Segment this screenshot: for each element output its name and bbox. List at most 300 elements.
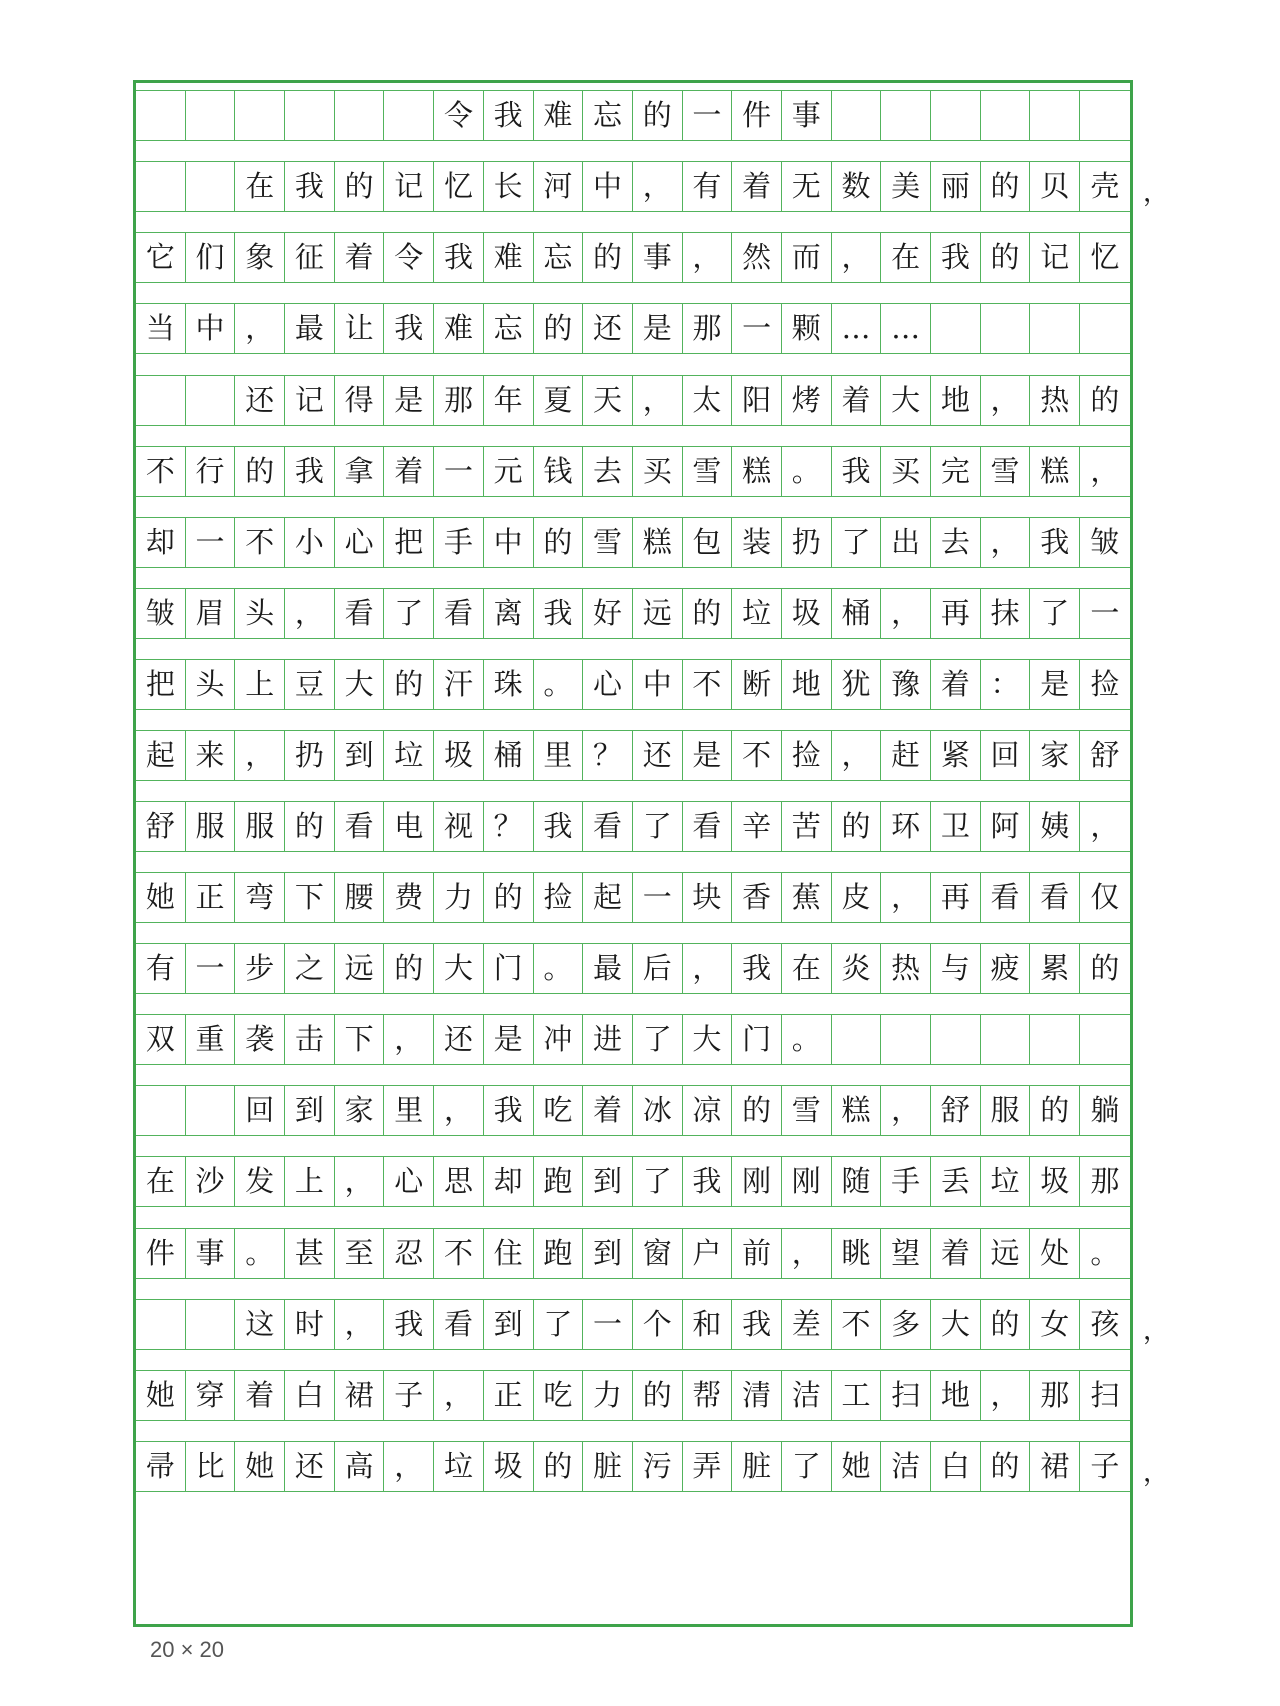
grid-cell: 来 (186, 731, 236, 780)
grid-cell (384, 91, 434, 140)
essay-row (136, 232, 1130, 283)
grid-cell (235, 91, 285, 140)
overflow-punctuation: ， (1143, 1458, 1170, 1488)
grid-cell (186, 376, 236, 425)
grid-cell: 子 (384, 1371, 434, 1420)
grid-cell: 那 (683, 304, 733, 353)
grid-cell: 上 (235, 660, 285, 709)
grid-cell: ， (832, 731, 882, 780)
grid-cell: ， (832, 233, 882, 282)
grid-cell: 服 (186, 802, 236, 851)
grid-cell: 住 (484, 1229, 534, 1278)
grid-cell: 眉 (186, 589, 236, 638)
grid-cell: 里 (534, 731, 584, 780)
grid-cell: 却 (484, 1157, 534, 1206)
grid-cell: 污 (633, 1442, 683, 1491)
grid-cell: 进 (583, 1015, 633, 1064)
grid-cell: 门 (484, 944, 534, 993)
grid-cell: 有 (136, 944, 186, 993)
grid-cell: 户 (683, 1229, 733, 1278)
grid-cell (1080, 1015, 1130, 1064)
grid-cell: 裙 (1030, 1442, 1080, 1491)
grid-cell: 姨 (1030, 802, 1080, 851)
grid-cell: 忍 (384, 1229, 434, 1278)
grid-cell: 雪 (683, 447, 733, 496)
grid-cell: 一 (583, 1300, 633, 1349)
grid-cell: 年 (484, 376, 534, 425)
grid-cell: 起 (136, 731, 186, 780)
grid-cell: 大 (335, 660, 385, 709)
grid-cell: 正 (484, 1371, 534, 1420)
grid-cell: 一 (633, 873, 683, 922)
grid-cell: 看 (981, 873, 1031, 922)
grid-cell: 跑 (534, 1229, 584, 1278)
grid-cell: 与 (931, 944, 981, 993)
grid-cell: 的 (335, 162, 385, 211)
essay-row (136, 1299, 1130, 1350)
grid-cell: 望 (881, 1229, 931, 1278)
grid-cell: 帚 (136, 1442, 186, 1491)
grid-cell: 那 (434, 376, 484, 425)
grid-cell: 我 (285, 162, 335, 211)
grid-cell: 桶 (484, 731, 534, 780)
grid-cell: 弯 (235, 873, 285, 922)
grid-cell: 我 (1030, 518, 1080, 567)
grid-cell: 不 (235, 518, 285, 567)
grid-cell: 她 (136, 873, 186, 922)
grid-cell: 还 (583, 304, 633, 353)
grid-cell: 不 (136, 447, 186, 496)
grid-cell: 她 (136, 1371, 186, 1420)
grid-cell: 还 (235, 376, 285, 425)
grid-cell: 中 (484, 518, 534, 567)
grid-cell: 了 (1030, 589, 1080, 638)
grid-cell: 发 (235, 1157, 285, 1206)
grid-cell: 多 (881, 1300, 931, 1349)
grid-cell: 疲 (981, 944, 1031, 993)
grid-cell: 我 (434, 233, 484, 282)
grid-cell: 门 (732, 1015, 782, 1064)
grid-cell: 重 (186, 1015, 236, 1064)
grid-cell: 事 (782, 91, 832, 140)
grid-cell: 忆 (434, 162, 484, 211)
grid-cell: 。 (1090, 1236, 1120, 1270)
grid-cell: 圾 (484, 1442, 534, 1491)
grid-cell: 捡 (534, 873, 584, 922)
grid-cell: 的 (583, 233, 633, 282)
grid-cell: ， (881, 589, 931, 638)
grid-cell: 皱 (1090, 525, 1120, 559)
grid-cell: 白 (931, 1442, 981, 1491)
grid-cell: 苦 (782, 802, 832, 851)
essay-row (136, 588, 1130, 639)
grid-cell: 头 (235, 589, 285, 638)
grid-cell: 她 (235, 1442, 285, 1491)
grid-cell: 大 (931, 1300, 981, 1349)
grid-cell: ， (683, 233, 733, 282)
grid-cell: 高 (335, 1442, 385, 1491)
grid-cell: ， (881, 1086, 931, 1135)
grid-cell (931, 91, 981, 140)
grid-cell: 夏 (534, 376, 584, 425)
grid-cell: 着 (384, 447, 434, 496)
grid-cell: 们 (186, 233, 236, 282)
essay-row (136, 730, 1130, 781)
grid-cell: 当 (136, 304, 186, 353)
grid-cell: 袭 (235, 1015, 285, 1064)
grid-cell: 裙 (335, 1371, 385, 1420)
grid-cell: 装 (732, 518, 782, 567)
grid-cell: 我 (732, 1300, 782, 1349)
grid-cell: 去 (583, 447, 633, 496)
grid-cell: 雪 (782, 1086, 832, 1135)
grid-cell: 差 (782, 1300, 832, 1349)
grid-cell: ， (981, 1371, 1031, 1420)
grid-cell: 一 (186, 518, 236, 567)
grid-cell: 远 (981, 1229, 1031, 1278)
grid-cell: 我 (384, 1300, 434, 1349)
grid-cell: 扫 (1090, 1378, 1120, 1412)
grid-cell: 在 (235, 162, 285, 211)
grid-cell: 赶 (881, 731, 931, 780)
grid-cell: 豆 (285, 660, 335, 709)
grid-cell (832, 1015, 882, 1064)
grid-cell: 起 (583, 873, 633, 922)
grid-cell: 这 (235, 1300, 285, 1349)
grid-cell: 珠 (484, 660, 534, 709)
grid-cell (1080, 304, 1130, 353)
grid-cell: 后 (633, 944, 683, 993)
grid-cell: 了 (832, 518, 882, 567)
grid-cell: 家 (335, 1086, 385, 1135)
grid-cell: 断 (732, 660, 782, 709)
grid-cell: 一 (434, 447, 484, 496)
grid-cell: 忆 (1090, 240, 1120, 274)
grid-cell: 那 (1030, 1371, 1080, 1420)
grid-cell: 在 (782, 944, 832, 993)
grid-cell: 帮 (683, 1371, 733, 1420)
grid-cell: 的 (633, 1371, 683, 1420)
grid-cell: 我 (732, 944, 782, 993)
grid-cell: 垃 (732, 589, 782, 638)
grid-cell: 阳 (732, 376, 782, 425)
grid-cell: 仅 (1090, 880, 1120, 914)
grid-cell: 了 (633, 802, 683, 851)
grid-cell: 的 (1090, 383, 1120, 417)
grid-cell: 大 (434, 944, 484, 993)
grid-cell (136, 376, 186, 425)
grid-cell: 扔 (285, 731, 335, 780)
grid-cell: 却 (136, 518, 186, 567)
grid-cell: 远 (633, 589, 683, 638)
grid-cell: 冲 (534, 1015, 584, 1064)
grid-cell: 吃 (534, 1371, 584, 1420)
grid-cell: 一 (186, 944, 236, 993)
grid-cell: 。 (782, 447, 832, 496)
grid-cell: 穿 (186, 1371, 236, 1420)
grid-cell: 把 (136, 660, 186, 709)
essay-row (136, 517, 1130, 568)
grid-cell: 豫 (881, 660, 931, 709)
grid-cell: 视 (434, 802, 484, 851)
grid-cell (136, 1300, 186, 1349)
grid-cell: 离 (484, 589, 534, 638)
grid-cell: 皱 (136, 589, 186, 638)
grid-cell: 还 (633, 731, 683, 780)
grid-cell: 小 (285, 518, 335, 567)
grid-cell: 难 (534, 91, 584, 140)
grid-cell: 比 (186, 1442, 236, 1491)
grid-cell: 远 (335, 944, 385, 993)
grid-cell: 元 (484, 447, 534, 496)
grid-cell: 。 (782, 1015, 832, 1064)
title-row (136, 90, 1130, 141)
grid-cell: 服 (235, 802, 285, 851)
grid-cell: 看 (434, 1300, 484, 1349)
grid-cell: ， (1090, 809, 1120, 843)
grid-cell: 眺 (832, 1229, 882, 1278)
grid-cell: 还 (434, 1015, 484, 1064)
grid-cell: 。 (534, 944, 584, 993)
grid-cell: 我 (683, 1157, 733, 1206)
grid-cell: 到 (583, 1229, 633, 1278)
grid-cell (335, 91, 385, 140)
grid-cell: 费 (384, 873, 434, 922)
grid-cell: 心 (583, 660, 633, 709)
grid-cell: 个 (633, 1300, 683, 1349)
grid-cell: 工 (832, 1371, 882, 1420)
grid-cell: 钱 (534, 447, 584, 496)
grid-cell: 忘 (484, 304, 534, 353)
grid-cell: 地 (931, 1371, 981, 1420)
grid-cell: ？ (484, 802, 534, 851)
grid-cell: 着 (832, 376, 882, 425)
grid-cell: 弄 (683, 1442, 733, 1491)
grid-cell: 着 (732, 162, 782, 211)
grid-cell: 洁 (782, 1371, 832, 1420)
essay-row (136, 1085, 1130, 1136)
grid-cell: 中 (186, 304, 236, 353)
grid-cell: 象 (235, 233, 285, 282)
grid-cell: 我 (384, 304, 434, 353)
grid-cell: 最 (583, 944, 633, 993)
grid-cell: 蕉 (782, 873, 832, 922)
grid-cell: 的 (981, 162, 1031, 211)
essay-row (136, 375, 1130, 426)
grid-cell: 热 (1030, 376, 1080, 425)
grid-cell (186, 91, 236, 140)
grid-cell: 太 (683, 376, 733, 425)
grid-cell: … (881, 304, 931, 353)
grid-cell: 看 (434, 589, 484, 638)
grid-cell: 手 (434, 518, 484, 567)
grid-cell: 它 (136, 233, 186, 282)
grid-cell (981, 1015, 1031, 1064)
grid-cell: 白 (285, 1371, 335, 1420)
grid-cell: 美 (881, 162, 931, 211)
essay-row (136, 872, 1130, 923)
grid-cell: ？ (583, 731, 633, 780)
grid-cell: 的 (534, 518, 584, 567)
grid-cell: 汗 (434, 660, 484, 709)
grid-cell: 心 (335, 518, 385, 567)
grid-size-label: 20 × 20 (150, 1637, 225, 1662)
grid-cell: 不 (732, 731, 782, 780)
grid-cell: 的 (534, 304, 584, 353)
grid-cell: 炎 (832, 944, 882, 993)
grid-cell: 行 (186, 447, 236, 496)
grid-cell: 糕 (1030, 447, 1080, 496)
grid-cell: ， (335, 1157, 385, 1206)
grid-cell: 紧 (931, 731, 981, 780)
grid-cell: 征 (285, 233, 335, 282)
grid-cell: 抹 (981, 589, 1031, 638)
essay-row (136, 1014, 1130, 1065)
grid-cell: 舒 (1090, 738, 1120, 772)
grid-cell: 桶 (832, 589, 882, 638)
grid-cell: 家 (1030, 731, 1080, 780)
grid-cell: 在 (881, 233, 931, 282)
grid-cell: ： (981, 660, 1031, 709)
grid-cell: ， (633, 376, 683, 425)
grid-cell: 至 (335, 1229, 385, 1278)
grid-cell: 舒 (136, 802, 186, 851)
grid-cell: 子 (1090, 1449, 1120, 1483)
grid-cell: 到 (484, 1300, 534, 1349)
grid-cell: 凉 (683, 1086, 733, 1135)
grid-cell: ， (981, 518, 1031, 567)
grid-cell: 着 (931, 660, 981, 709)
grid-cell: 贝 (1030, 162, 1080, 211)
grid-cell: 买 (633, 447, 683, 496)
essay-row (136, 303, 1130, 354)
grid-cell: 大 (683, 1015, 733, 1064)
grid-cell: 了 (633, 1157, 683, 1206)
grid-cell: 心 (384, 1157, 434, 1206)
grid-cell: 我 (931, 233, 981, 282)
grid-cell: ， (683, 944, 733, 993)
grid-cell (186, 1086, 236, 1135)
grid-cell: 和 (683, 1300, 733, 1349)
grid-cell: 我 (832, 447, 882, 496)
grid-cell: 我 (534, 589, 584, 638)
grid-cell: 的 (235, 447, 285, 496)
grid-cell: 着 (335, 233, 385, 282)
grid-cell: 垃 (384, 731, 434, 780)
grid-cell: 出 (881, 518, 931, 567)
grid-cell: 一 (1090, 596, 1120, 630)
grid-cell: 我 (484, 91, 534, 140)
overflow-punctuation: ， (1143, 1316, 1170, 1346)
grid-cell: 的 (683, 589, 733, 638)
overflow-punctuation: ， (1143, 178, 1170, 208)
grid-cell: 一 (732, 304, 782, 353)
grid-cell: 的 (285, 802, 335, 851)
grid-cell (1030, 304, 1080, 353)
grid-cell (136, 91, 186, 140)
grid-cell: 大 (881, 376, 931, 425)
grid-cell (881, 1015, 931, 1064)
grid-cell: 难 (484, 233, 534, 282)
grid-cell: 是 (484, 1015, 534, 1064)
grid-cell: 电 (384, 802, 434, 851)
essay-row (136, 1228, 1130, 1279)
grid-cell: 是 (384, 376, 434, 425)
grid-cell: 时 (285, 1300, 335, 1349)
grid-cell: 好 (583, 589, 633, 638)
grid-cell: 回 (981, 731, 1031, 780)
grid-cell: 冰 (633, 1086, 683, 1135)
grid-cell: 刚 (782, 1157, 832, 1206)
grid-cell: 着 (583, 1086, 633, 1135)
grid-cell: 孩 (1090, 1307, 1120, 1341)
grid-cell: 件 (136, 1229, 186, 1278)
grid-cell: 最 (285, 304, 335, 353)
grid-cell: 忘 (534, 233, 584, 282)
grid-cell: 回 (235, 1086, 285, 1135)
grid-cell: 的 (732, 1086, 782, 1135)
grid-cell: 。 (235, 1229, 285, 1278)
grid-cell (1080, 91, 1130, 140)
grid-cell: 而 (782, 233, 832, 282)
grid-cell (285, 91, 335, 140)
essay-row (136, 446, 1130, 497)
grid-cell: 的 (484, 873, 534, 922)
grid-cell: ， (434, 1371, 484, 1420)
grid-cell: 的 (1030, 1086, 1080, 1135)
grid-cell: 了 (384, 589, 434, 638)
grid-cell: 河 (534, 162, 584, 211)
grid-cell: 地 (782, 660, 832, 709)
grid-cell: 看 (1030, 873, 1080, 922)
grid-cell: 一 (683, 91, 733, 140)
grid-cell: 到 (285, 1086, 335, 1135)
grid-cell (186, 1300, 236, 1349)
grid-cell: 无 (782, 162, 832, 211)
grid-cell: 的 (832, 802, 882, 851)
grid-cell: 沙 (186, 1157, 236, 1206)
grid-cell: 事 (186, 1229, 236, 1278)
grid-cell: 女 (1030, 1300, 1080, 1349)
grid-cell: 令 (434, 91, 484, 140)
grid-cell: 腰 (335, 873, 385, 922)
grid-cell: 舒 (931, 1086, 981, 1135)
grid-cell (981, 304, 1031, 353)
grid-cell: 圾 (782, 589, 832, 638)
grid-cell: 卫 (931, 802, 981, 851)
grid-cell (931, 1015, 981, 1064)
grid-cell: 壳 (1090, 169, 1120, 203)
writing-grid-paper (133, 80, 1133, 1627)
grid-cell: 力 (434, 873, 484, 922)
grid-cell: 丢 (931, 1157, 981, 1206)
grid-cell: 辛 (732, 802, 782, 851)
grid-cell: 里 (384, 1086, 434, 1135)
grid-cell: 着 (235, 1371, 285, 1420)
grid-cell: 的 (981, 1300, 1031, 1349)
grid-cell: 脏 (732, 1442, 782, 1491)
grid-cell: 有 (683, 162, 733, 211)
grid-cell: … (832, 304, 882, 353)
grid-cell: 记 (1030, 233, 1080, 282)
grid-cell: 的 (384, 944, 434, 993)
grid-cell: 正 (186, 873, 236, 922)
essay-row (136, 943, 1130, 994)
grid-cell: 她 (832, 1442, 882, 1491)
grid-cell: 我 (484, 1086, 534, 1135)
grid-cell: 包 (683, 518, 733, 567)
grid-cell: 记 (384, 162, 434, 211)
